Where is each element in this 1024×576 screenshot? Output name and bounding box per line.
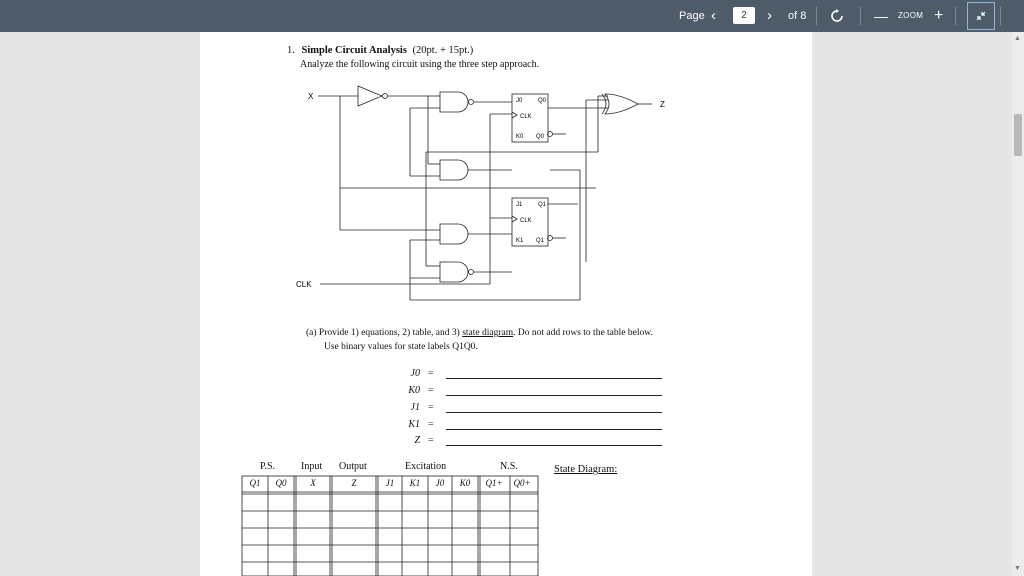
equation-label: J1 — [410, 402, 420, 413]
part-a-instruction — [306, 328, 653, 338]
table-col-k1: K1 — [409, 478, 421, 488]
ff0-clk-label: CLK — [520, 114, 532, 120]
equation-j1 — [396, 402, 666, 418]
toolbar-divider — [816, 7, 817, 25]
equation-equals: = — [428, 419, 434, 430]
equation-j0 — [396, 368, 666, 384]
part-a-prefix: (a) Provide 1) equations, 2) table, and 3) — [306, 328, 463, 338]
ff0-k-label: K0 — [516, 134, 524, 140]
table-group-output: Output — [339, 461, 367, 472]
ff1-k-label: K1 — [516, 238, 524, 244]
table-col-q1: Q1 — [249, 478, 261, 488]
table-col-k0: K0 — [459, 478, 471, 488]
equation-k0 — [396, 385, 666, 401]
table-col-q1-next: Q1+ — [485, 478, 503, 488]
scroll-thumb[interactable] — [1014, 114, 1022, 156]
rotate-button[interactable] — [830, 0, 846, 32]
table-col-q0-next: Q0+ — [513, 478, 531, 488]
scroll-down-icon[interactable]: ▼ — [1014, 564, 1021, 572]
equation-equals: = — [428, 435, 434, 446]
output-z-label: Z — [660, 100, 665, 109]
table-col-x: X — [310, 478, 316, 488]
equation-equals: = — [428, 368, 434, 379]
scroll-up-icon[interactable]: ▲ — [1014, 34, 1021, 42]
state-table-grid — [240, 473, 540, 576]
question-heading — [287, 45, 473, 56]
viewer-toolbar — [0, 0, 1024, 32]
question-instruction: Analyze the following circuit using the three step approach. — [300, 59, 540, 70]
exit-fullscreen-button[interactable] — [967, 2, 995, 30]
equation-equals: = — [428, 402, 434, 413]
next-page-button[interactable]: › — [767, 7, 772, 24]
rotate-icon — [830, 9, 844, 23]
ff1-j-label: J1 — [516, 202, 523, 208]
equation-label: K0 — [408, 385, 420, 396]
toolbar-divider — [860, 7, 861, 25]
table-group-ps: P.S. — [260, 461, 276, 472]
table-col-q0: Q0 — [275, 478, 287, 488]
answer-line — [446, 429, 662, 430]
zoom-label: ZOOM — [898, 11, 924, 20]
vertical-scrollbar[interactable] — [1012, 32, 1024, 576]
table-col-z: Z — [351, 478, 357, 488]
ff0-qbar-label: Q0 — [536, 134, 545, 140]
page-label: Page — [679, 10, 705, 22]
table-col-j1: J1 — [385, 478, 395, 488]
question-title: Simple Circuit Analysis — [301, 45, 407, 56]
answer-line — [446, 378, 662, 379]
equation-label: Z — [414, 435, 420, 446]
circuit-diagram — [200, 72, 812, 342]
equation-equals: = — [428, 385, 434, 396]
ff0-q-label: Q0 — [538, 98, 547, 104]
zoom-in-button[interactable]: + — [934, 7, 944, 24]
zoom-out-button[interactable]: — — [874, 8, 888, 24]
answer-line — [446, 395, 662, 396]
document-page — [200, 32, 812, 576]
collapse-icon — [968, 3, 994, 29]
equation-k1 — [396, 419, 666, 435]
table-group-ns: N.S. — [500, 461, 518, 472]
toolbar-divider — [955, 7, 956, 25]
page-count: of 8 — [788, 10, 807, 22]
ff1-qbar-label: Q1 — [536, 238, 545, 244]
equation-label: K1 — [408, 419, 420, 430]
table-group-excitation: Excitation — [405, 461, 447, 472]
state-diagram-label: State Diagram: — [554, 464, 618, 475]
answer-line — [446, 412, 662, 413]
part-a-state-label-note: Use binary values for state labels Q1Q0. — [324, 342, 478, 352]
ff1-clk-label: CLK — [520, 218, 532, 224]
page-number-input[interactable]: 2 — [733, 7, 755, 24]
question-number: 1. — [287, 45, 295, 56]
part-a-underlined: state diagram — [462, 328, 514, 338]
equation-z — [396, 435, 666, 451]
clk-input-label: CLK — [296, 280, 312, 289]
input-x-label: X — [308, 92, 314, 101]
table-col-j0: J0 — [435, 478, 445, 488]
equation-label: J0 — [410, 368, 420, 379]
question-points: (20pt. + 15pt.) — [412, 45, 474, 56]
previous-page-button[interactable]: ‹ — [711, 7, 716, 24]
ff0-j-label: J0 — [516, 98, 523, 104]
answer-line — [446, 445, 662, 446]
ff1-q-label: Q1 — [538, 202, 547, 208]
toolbar-divider — [1000, 7, 1001, 25]
table-group-input: Input — [301, 461, 323, 472]
part-a-suffix: . Do not add rows to the table below. — [513, 328, 653, 338]
